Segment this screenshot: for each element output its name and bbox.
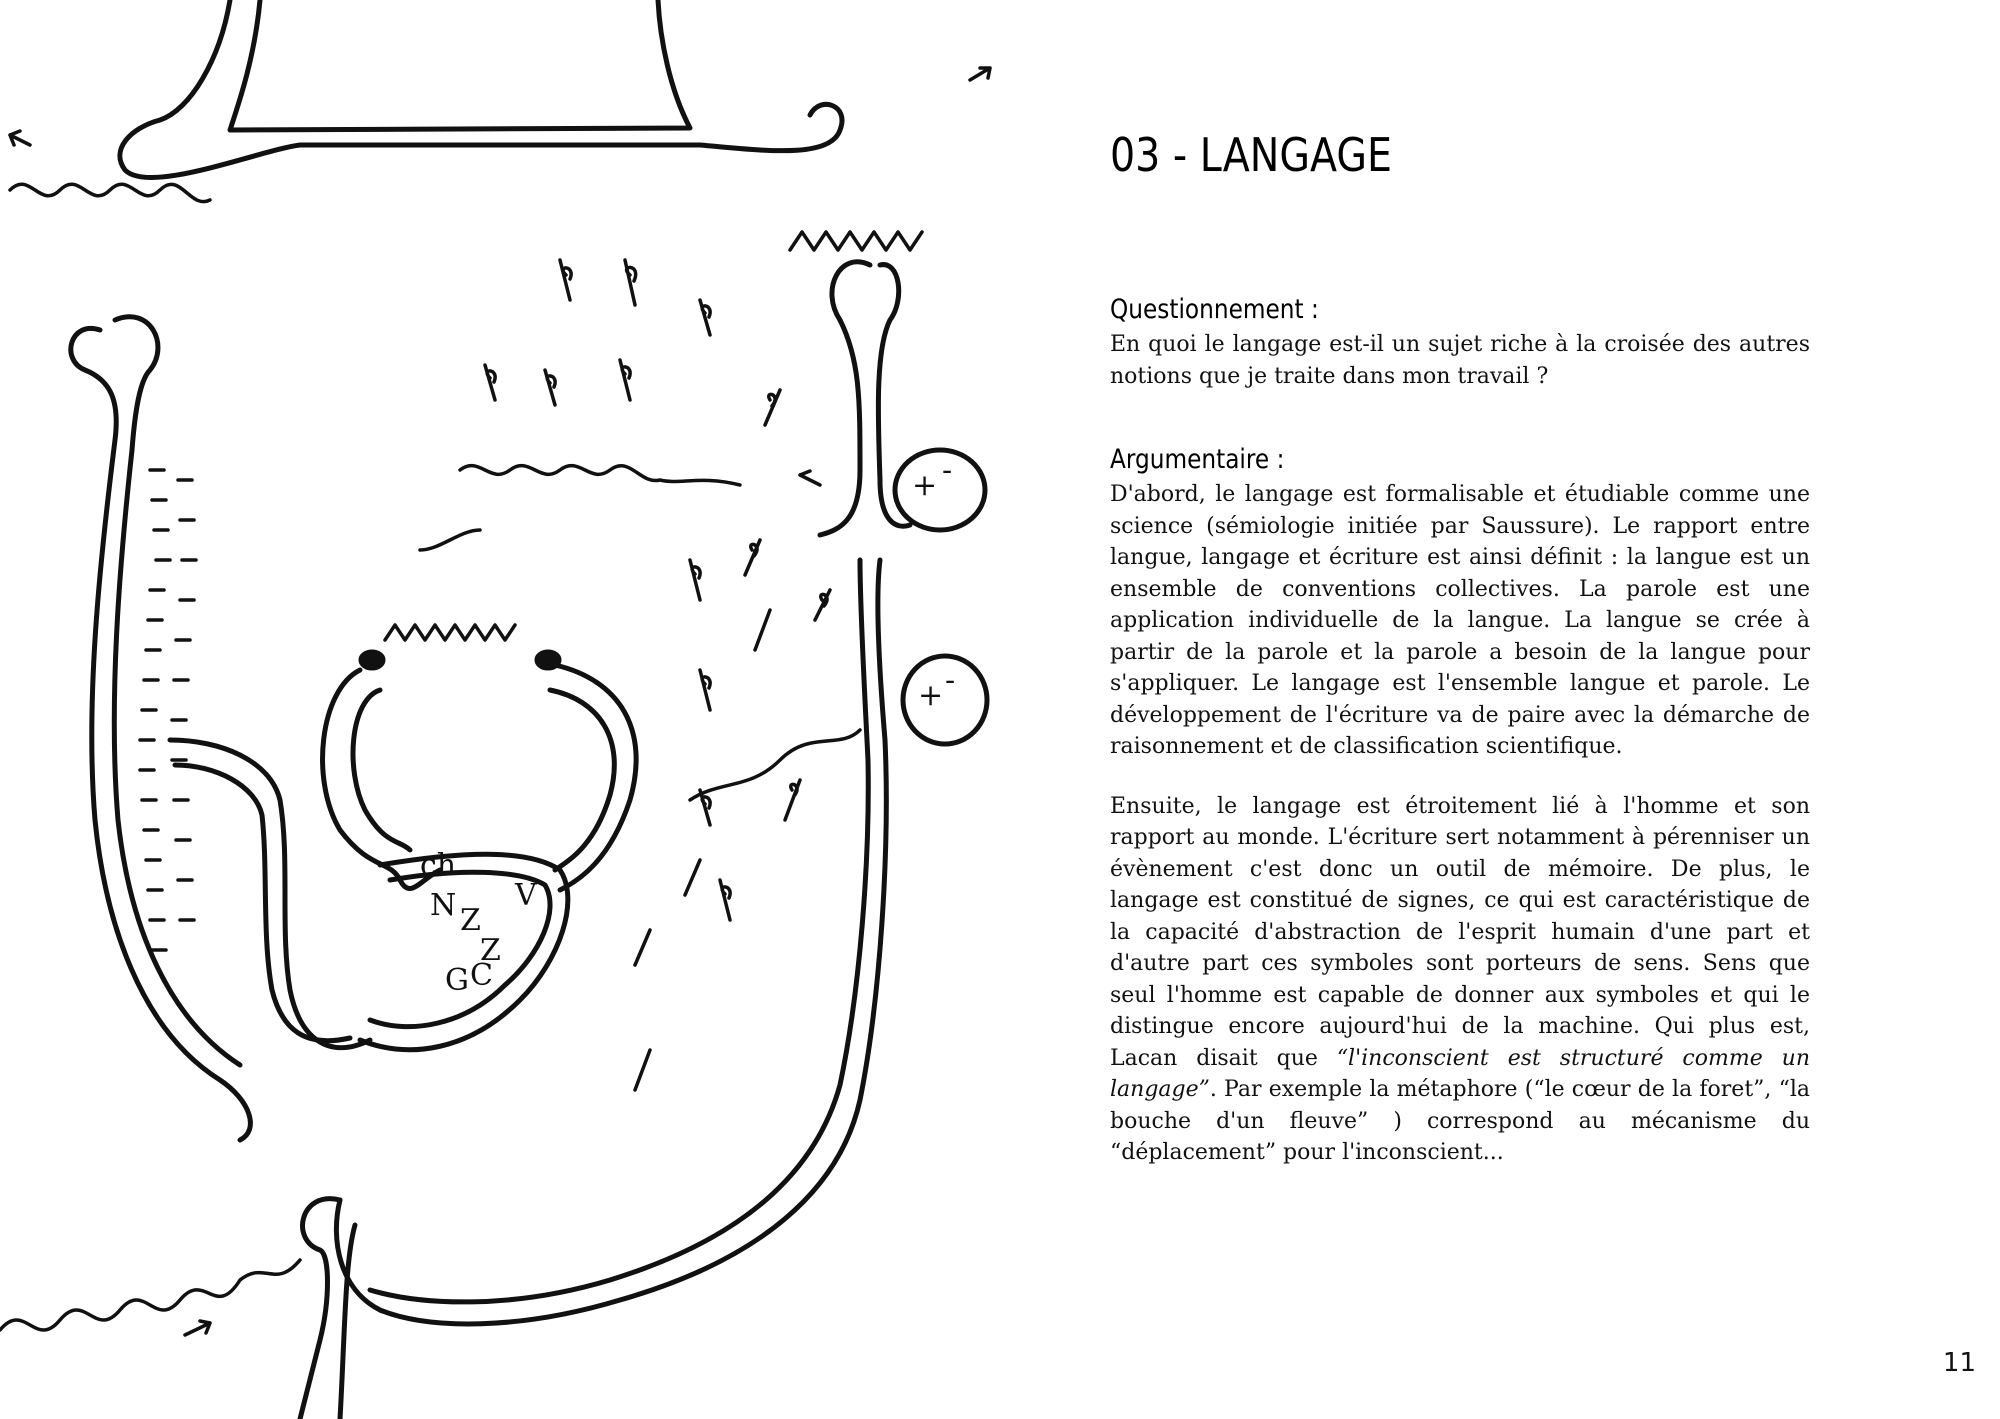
page-number: 11 xyxy=(1942,1348,1976,1378)
page-title: 03 - LANGAGE xyxy=(1110,128,1393,182)
section-heading-questionnement: Questionnement : xyxy=(1110,294,1319,325)
section-heading-argumentaire: Argumentaire : xyxy=(1110,444,1285,475)
paragraph-text: . Par exemple la métaphore (“le cœur de la foret”, “la bouche d'un fleuve” ) correspond au mécanisme du “déplacement” pour l'inconscient... xyxy=(1110,1077,1810,1165)
section-argumentaire xyxy=(1110,444,1810,1169)
paragraph-argumentaire-2 xyxy=(1110,791,1810,1169)
glyph-ch: ch xyxy=(420,848,457,883)
bubble-plus-1: + xyxy=(912,468,938,503)
glyph-z-1: Z xyxy=(460,903,481,938)
glyph-n: N xyxy=(430,888,457,923)
glyph-z-2: Z xyxy=(480,933,501,968)
paragraph-questionnement: En quoi le langage est-il un sujet riche à la croisée des autres notions que je traite dans mon travail ? xyxy=(1110,332,1810,389)
paragraph-argumentaire-1: D'abord, le langage est formalisable et étudiable comme une science (sémiologie initiée par Saussure). Le rapport entre langue, langage et écriture est ainsi définit : la langue est un ensemble de conventions collectives. La parole est une application individuelle de la langue. La langue se crée à partir de la parole et la parole a besoin de la langue pour s'appliquer. Le langage est l'ensemble langue et parole. Le développement de l'écriture va de paire avec la démarche de raisonnement et de classification scientifique. xyxy=(1110,482,1810,759)
bubble-plus-2: + xyxy=(918,678,944,713)
bubble-minus-1: - xyxy=(942,453,953,488)
text-column xyxy=(1110,128,1810,1221)
glyph-c: C xyxy=(470,958,493,993)
bubble-minus-2: - xyxy=(945,663,956,698)
glyph-v: V xyxy=(515,878,537,913)
glyph-g: G xyxy=(445,963,469,998)
lacan-quote: “l'inconscient est structuré comme un langage” xyxy=(1110,1045,1810,1102)
section-questionnement xyxy=(1110,294,1810,392)
paragraph-text: Ensuite, le langage est étroitement lié à l'homme et son rapport au monde. L'écriture sert notamment à pérenniser un évènement c'est donc un outil de mémoire. De plus, le langage est constitué de signes, ce qui est caractéristique de la capacité d'abstraction de l'esprit humain d'une part et d'autre part ces symboles sont porteurs de sens. Sens que seul l'homme est capable de donner aux symboles et qui le distingue encore aujourd'hui de la machine. Qui plus est, Lacan disait que xyxy=(1110,793,1810,1071)
